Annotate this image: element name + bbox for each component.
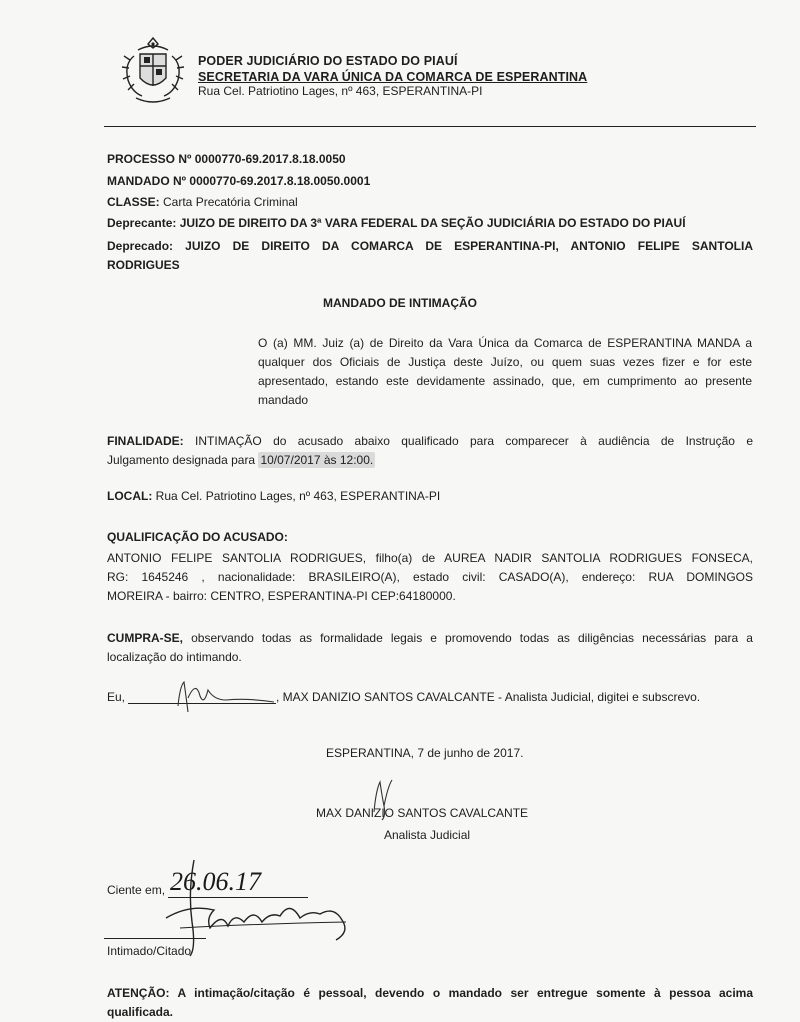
mandado-number: Nº 0000770-69.2017.8.18.0050.0001 [173,174,371,188]
coat-of-arms-icon [116,34,190,108]
atencao-text-cont: qualificada. [107,1005,174,1019]
document-title: MANDADO DE INTIMAÇÃO [323,296,477,310]
intro-line: qualquer dos Oficiais de Justiça deste Juízo, ou quem suas vezes fizer e for este [258,355,752,369]
header-court-name: PODER JUDICIÁRIO DO ESTADO DO PIAUÍ [198,54,458,68]
eu-statement: , MAX DANIZIO SANTOS CAVALCANTE - Analista Judicial, digitei e subscrevo. [276,690,701,704]
deprecante-value: JUIZO DE DIREITO DA 3ª VARA FEDERAL DA SEÇÃO JUDICIÁRIA DO ESTADO DO PIAUÍ [179,216,686,230]
processo-line [107,152,346,166]
local-label: LOCAL: [107,489,153,503]
deprecado-label: Deprecado: [107,239,174,253]
finalidade-text: INTIMAÇÃO do acusado abaixo qualificado para comparecer à audiência de Instrução e [195,434,753,448]
header-secretariat: SECRETARIA DA VARA ÚNICA DA COMARCA DE ESPERANTINA [198,70,588,84]
mandado-label: MANDADO [107,174,170,188]
signatory-role: Analista Judicial [384,828,471,842]
qualificacao-line: MOREIRA - bairro: CENTRO, ESPERANTINA-PI CEP:64180000. [107,589,456,603]
intimado-label: Intimado/Citado [107,944,192,958]
classe-line [107,195,298,209]
local-line [107,489,440,503]
cumpra-paragraph [107,629,753,667]
classe-value: Carta Precatória Criminal [163,195,298,209]
signatory-name: MAX DANIZIO SANTOS CAVALCANTE [316,806,529,820]
cumpra-text: observando todas as formalidade legais e promovendo todas as diligências necessárias para a [191,631,753,645]
qualificacao-paragraph [107,549,753,606]
intro-paragraph [258,334,752,410]
cumpra-text-cont: localização do intimando. [107,650,242,664]
deprecante-label: Deprecante: [107,216,177,230]
place-date: ESPERANTINA, 7 de junho de 2017. [326,746,524,760]
atencao-paragraph [107,984,753,1022]
intro-line: mandado [258,393,309,407]
eu-prefix: Eu, [107,690,126,704]
qualificacao-line: ANTONIO FELIPE SANTOLIA RODRIGUES, filho(a) de AUREA NADIR SANTOLIA RODRIGUES FONSECA, [107,551,753,565]
recipient-signature-icon [150,852,370,958]
finalidade-paragraph [107,432,753,470]
finalidade-text-cont: Julgamento designada para [107,453,256,467]
header-address: Rua Cel. Patriotino Lages, nº 463, ESPERANTINA-PI [198,84,483,98]
qualificacao-label: QUALIFICAÇÃO DO ACUSADO: [107,530,288,544]
processo-label: PROCESSO [107,152,176,166]
mandado-line [107,174,370,188]
finalidade-label: FINALIDADE: [107,434,184,448]
intro-line: apresentado, estando este devidamente assinado, que, em cumprimento ao presente [258,374,752,388]
handwritten-date: 26.06.17 [170,867,261,896]
processo-number: Nº 0000770-69.2017.8.18.0050 [178,152,346,166]
atencao-label: ATENÇÃO: [107,986,170,1000]
intro-line: O (a) MM. Juiz (a) de Direito da Vara Única da Comarca de ESPERANTINA MANDA a [258,336,752,350]
clerk-initials-signature-icon [170,676,280,716]
ciente-label: Ciente em, [107,883,166,897]
deprecado-value-cont: RODRIGUES [107,258,180,272]
hearing-date: 10/07/2017 às 12:00. [260,453,374,467]
intimado-signature-line [104,938,206,939]
deprecado-block [107,237,753,275]
deprecado-value: JUIZO DE DIREITO DA COMARCA DE ESPERANTINA-PI, ANTONIO FELIPE SANTOLIA [185,239,754,253]
classe-label: CLASSE: [107,195,160,209]
deprecante-line [107,216,686,230]
local-value: Rua Cel. Patriotino Lages, nº 463, ESPERANTINA-PI [155,489,441,503]
header-divider [104,126,756,127]
cumpra-label: CUMPRA-SE, [107,631,184,645]
qualificacao-line: RG: 1645246 , nacionalidade: BRASILEIRO(A), estado civil: CASADO(A), endereço: RUA DOMINGOS [107,570,753,584]
atencao-text: A intimação/citação é pessoal, devendo o mandado ser entregue somente à pessoa acima [177,986,753,1000]
